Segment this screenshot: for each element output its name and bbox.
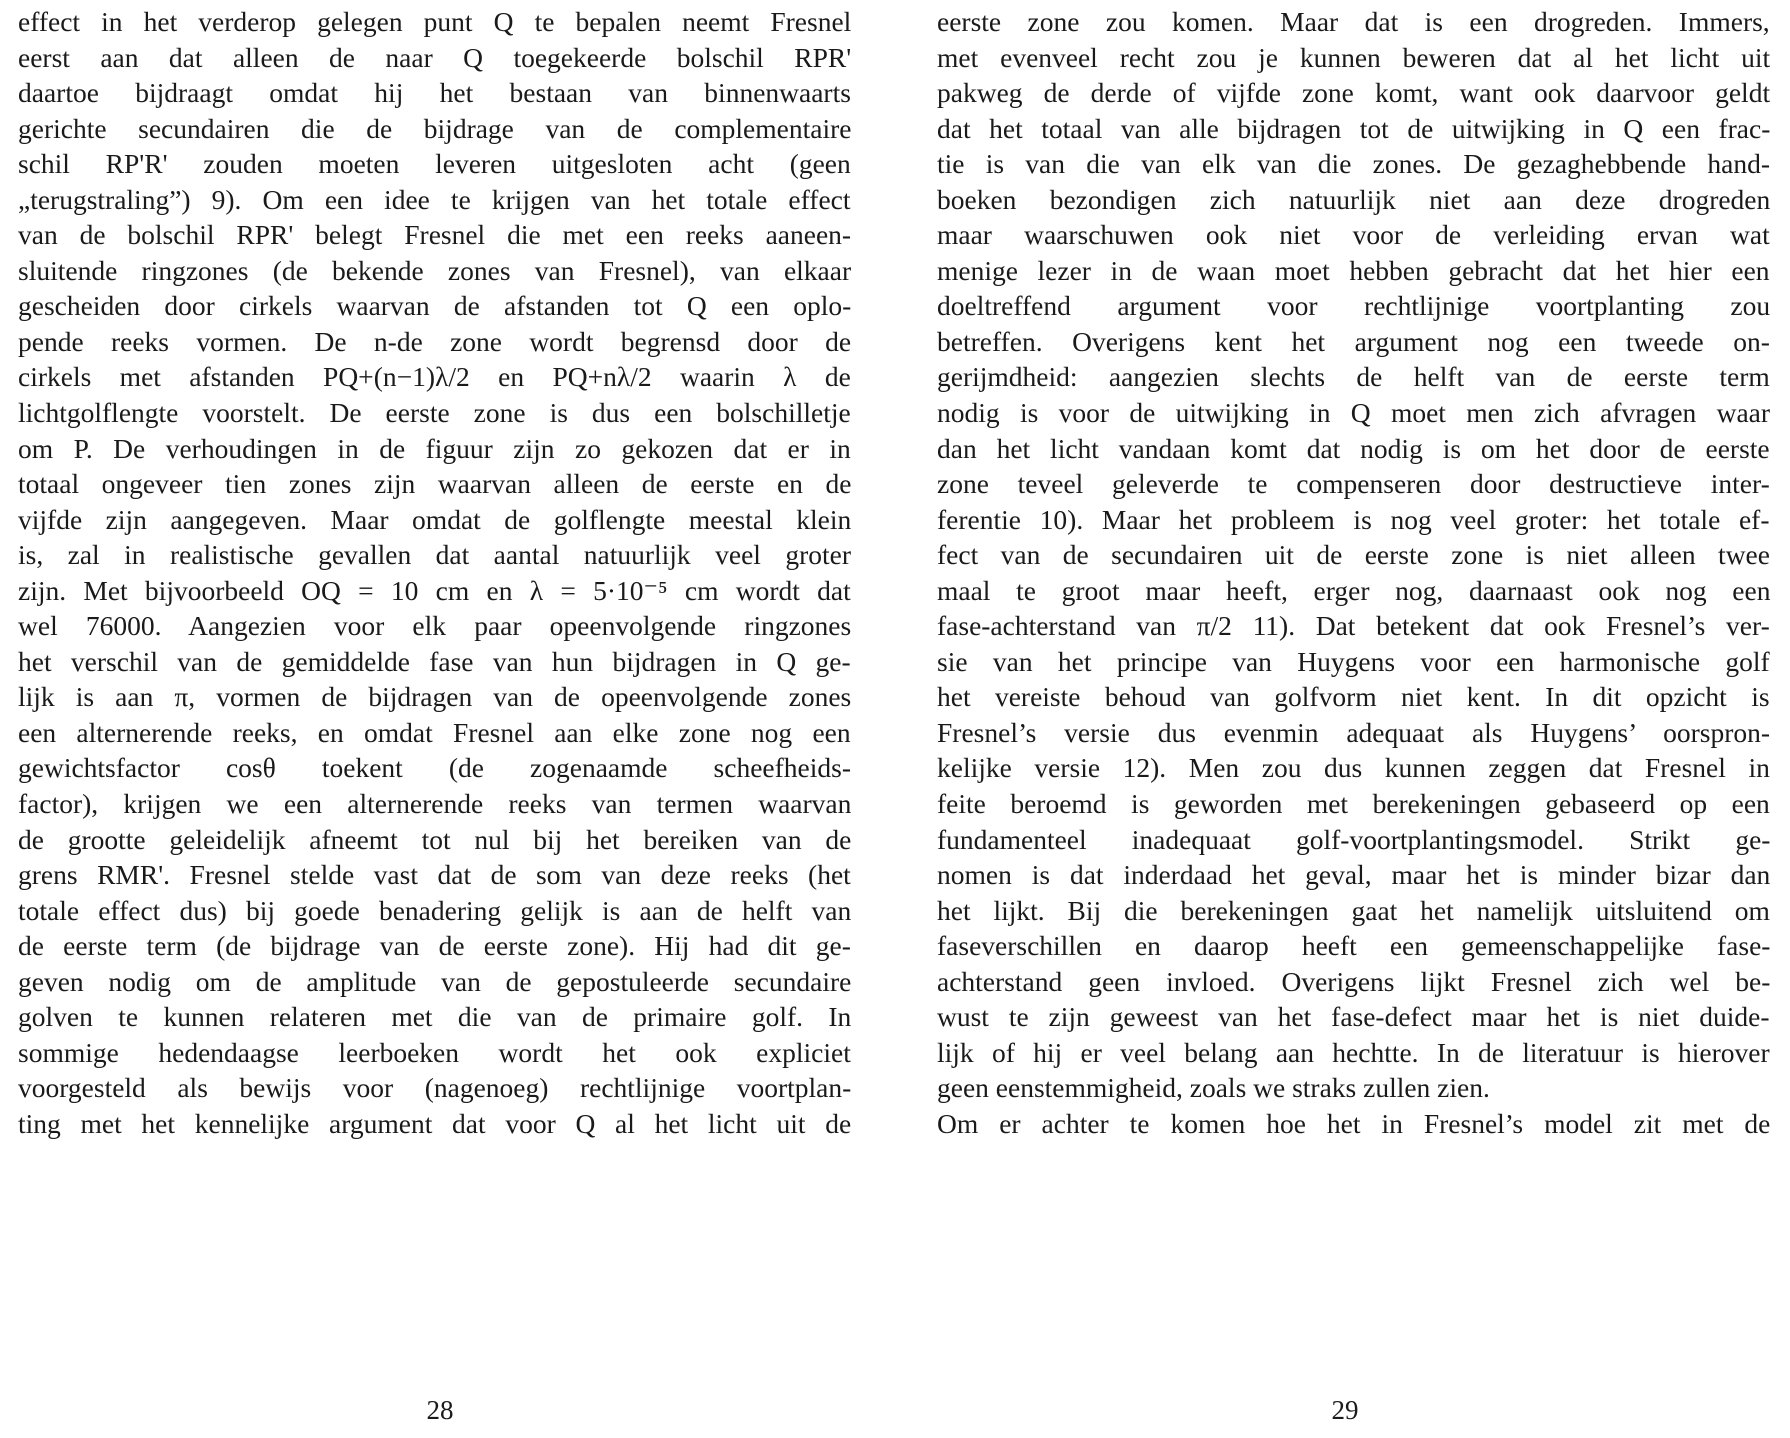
text-line: voorgesteld als bewijs voor (nagenoeg) rechtlijnige voortplan- — [18, 1072, 852, 1104]
text-line: fundamenteel inadequaat golf-voortplantingsmodel. Strikt ge- — [937, 823, 1771, 855]
text-line: boeken bezondigen zich natuurlijk niet aan deze drogreden — [937, 183, 1771, 215]
text-line: pakweg de derde of vijfde zone komt, want ook daarvoor geldt — [937, 77, 1771, 109]
text-line: gerichte secundairen die de bijdrage van de complementaire — [18, 112, 852, 144]
text-line: gescheiden door cirkels waarvan de afstanden tot Q een oplo- — [18, 290, 852, 322]
text-line: wust te zijn geweest van het fase-defect maar het is niet duide- — [937, 1001, 1770, 1033]
text-line: totale effect dus) bij goede benadering gelijk is aan de helft van — [18, 894, 852, 926]
text-line: geven nodig om de amplitude van de gepostuleerde secundaire — [18, 965, 852, 997]
text-line: sie van het principe van Huygens voor een harmonische golf — [937, 645, 1770, 677]
text-line: de grootte geleidelijk afneemt tot nul bij het bereiken van de — [18, 823, 852, 855]
text-line: schil RP'R' zouden moeten leveren uitgesloten acht (geen — [18, 148, 851, 180]
page-number-right: 29 — [1331, 1395, 1359, 1425]
text-line: tie is van die van elk van die zones. De gezaghebbende hand- — [937, 148, 1771, 180]
text-line: daartoe bijdraagt omdat hij het bestaan van binnenwaarts — [18, 77, 851, 109]
text-line: golven te kunnen relateren met die van de primaire golf. In — [18, 1001, 852, 1033]
text-line: sluitende ringzones (de bekende zones van Fresnel), van elkaar — [18, 254, 852, 286]
text-line: menige lezer in de waan moet hebben gebracht dat het hier een — [937, 254, 1770, 286]
right-page — [900, 0, 1790, 1438]
text-line: het vereiste behoud van golfvorm niet kent. In dit opzicht is — [937, 681, 1770, 713]
text-line: ting met het kennelijke argument dat voor Q al het licht uit de — [18, 1107, 852, 1139]
text-line: maar waarschuwen ook niet voor de verleiding ervan wat — [937, 219, 1770, 251]
text-line: grens RMR'. Fresnel stelde vast dat de som van deze reeks (het — [18, 859, 851, 891]
left-page-text-column — [18, 4, 851, 1142]
left-page — [0, 0, 880, 1438]
text-line: het verschil van de gemiddelde fase van hun bijdragen in Q ge- — [18, 645, 851, 677]
text-line: lijk of hij er veel belang aan hechtte. In de literatuur is hierover — [937, 1036, 1770, 1068]
text-line: betreffen. Overigens kent het argument nog een tweede on- — [937, 325, 1770, 357]
text-line: vijfde zijn aangegeven. Maar omdat de golflengte meestal klein — [18, 503, 852, 535]
text-line: ferentie 10). Maar het probleem is nog veel groter: het totale ef- — [937, 503, 1770, 535]
text-line: wel 76000. Aangezien voor elk paar opeenvolgende ringzones — [18, 610, 852, 642]
text-line: een alternerende reeks, en omdat Fresnel aan elke zone nog een — [18, 716, 851, 748]
text-line: Om er achter te komen hoe het in Fresnel’s model zit met de — [937, 1107, 1771, 1139]
text-line: totaal ongeveer tien zones zijn waarvan alleen de eerste en de — [18, 468, 852, 500]
text-line: dan het licht vandaan komt dat nodig is om het door de eerste — [937, 432, 1770, 464]
text-line: effect in het verderop gelegen punt Q te bepalen neemt Fresnel — [18, 6, 852, 37]
text-line: dat het totaal van alle bijdragen tot de uitwijking in Q een frac- — [937, 112, 1771, 144]
text-line: lichtgolflengte voorstelt. De eerste zone is dus een bolschilletje — [18, 397, 851, 429]
text-line: fase-achterstand van π/2 11). Dat betekent dat ook Fresnel’s ver- — [937, 610, 1770, 642]
text-line: cirkels met afstanden PQ+(n−1)λ/2 en PQ+nλ/2 waarin λ de — [18, 361, 851, 393]
text-line: eerst aan dat alleen de naar Q toegekeerde bolschil RPR' — [18, 41, 852, 73]
text-line: gerijmdheid: aangezien slechts de helft van de eerste term — [937, 361, 1770, 393]
text-line: lijk is aan π, vormen de bijdragen van de opeenvolgende zones — [18, 681, 852, 713]
text-line: maal te groot maar heeft, erger nog, daarnaast ook nog een — [937, 574, 1771, 606]
text-line: het lijkt. Bij die berekeningen gaat het namelijk uitsluitend om — [937, 894, 1770, 926]
text-line: geen eenstemmigheid, zoals we straks zullen zien. — [937, 1072, 1490, 1104]
text-line: is, zal in realistische gevallen dat aantal natuurlijk veel groter — [18, 539, 852, 571]
text-line: nomen is dat inderdaad het geval, maar het is minder bizar dan — [937, 859, 1771, 891]
text-line: zijn. Met bijvoorbeeld OQ = 10 cm en λ = 5·10⁻⁵ cm wordt dat — [18, 574, 851, 606]
text-line: eerste zone zou komen. Maar dat is een drogreden. Immers, — [937, 6, 1770, 37]
text-line: faseverschillen en daarop heeft een gemeenschappelijke fase- — [937, 930, 1771, 962]
text-line: pende reeks vormen. De n-de zone wordt begrensd door de — [18, 325, 852, 357]
right-page-text-column — [937, 4, 1770, 1142]
text-line: achterstand geen invloed. Overigens lijkt Fresnel zich wel be- — [937, 965, 1771, 997]
text-line: factor), krijgen we een alternerende reeks van termen waarvan — [18, 788, 852, 820]
text-line: feite beroemd is geworden met berekeningen gebaseerd op een — [937, 788, 1770, 820]
text-line: nodig is voor de uitwijking in Q moet men zich afvragen waar — [937, 397, 1771, 429]
text-line: „terugstraling”) 9). Om een idee te krijgen van het totale effect — [18, 183, 851, 215]
text-line: fect van de secundairen uit de eerste zone is niet alleen twee — [937, 539, 1770, 571]
text-line: sommige hedendaagse leerboeken wordt het ook expliciet — [18, 1036, 851, 1068]
page-number-left: 28 — [426, 1395, 454, 1425]
text-line: doeltreffend argument voor rechtlijnige voortplanting zou — [937, 290, 1771, 322]
text-line: om P. De verhoudingen in de figuur zijn zo gekozen dat er in — [18, 432, 851, 464]
text-line: de eerste term (de bijdrage van de eerste zone). Hij had dit ge- — [18, 930, 851, 962]
text-line: gewichtsfactor cosθ toekent (de zogenaamde scheefheids- — [18, 752, 851, 784]
text-line: Fresnel’s versie dus evenmin adequaat als Huygens’ oorspron- — [937, 716, 1771, 748]
text-line: van de bolschil RPR' belegt Fresnel die met een reeks aaneen- — [18, 219, 852, 251]
text-line: kelijke versie 12). Men zou dus kunnen zeggen dat Fresnel in — [937, 752, 1770, 784]
text-line: zone teveel geleverde te compenseren door destructieve inter- — [937, 468, 1770, 500]
text-line: met evenveel recht zou je kunnen beweren dat al het licht uit — [937, 41, 1771, 73]
